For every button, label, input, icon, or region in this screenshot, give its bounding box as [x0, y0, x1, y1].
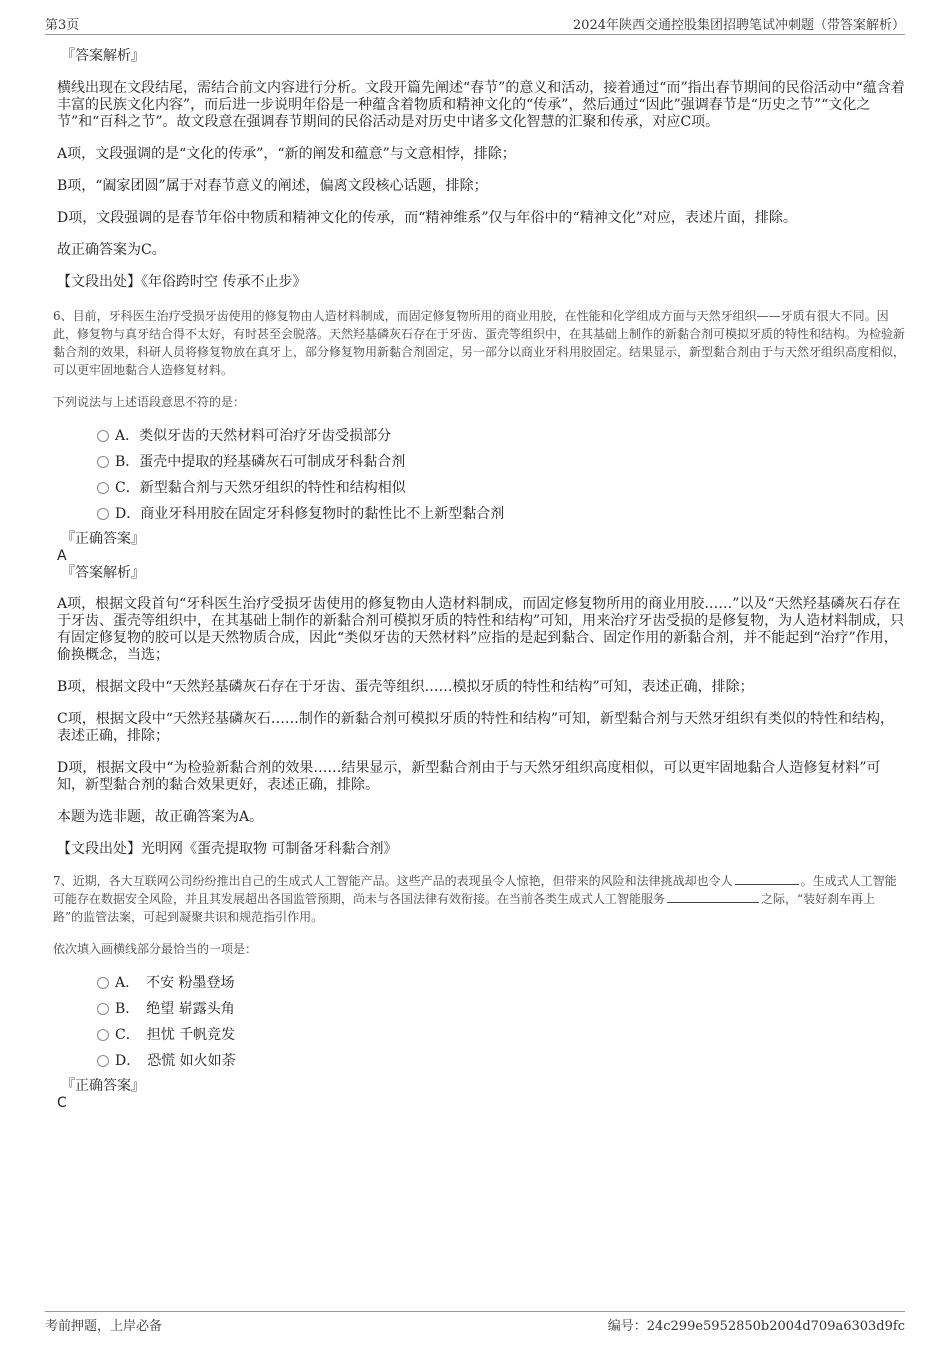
q7-option-a[interactable]: A． 不安 粉墨登场	[97, 974, 905, 992]
q5-analysis-label: 『答案解析』	[61, 48, 145, 64]
blank-line-2	[667, 902, 759, 903]
q6-option-c[interactable]: C．新型黏合剂与天然牙组织的特性和结构相似	[97, 479, 905, 497]
q6-option-a[interactable]: A．类似牙齿的天然材料可治疗牙齿受损部分	[97, 427, 905, 445]
page-number: 第3页	[45, 18, 80, 33]
q6-answer-label: 『正确答案』	[61, 531, 145, 547]
q6-options	[97, 427, 905, 523]
q6-conclusion: 本题为选非题，故正确答案为A。	[57, 809, 264, 825]
q7-option-b[interactable]: B． 绝望 崭露头角	[97, 1000, 905, 1018]
footer-slogan: 考前押题，上岸必备	[45, 1319, 163, 1334]
q5-analysis-para: 横线出现在文段结尾，需结合前文内容进行分析。文段开篇先阐述“春节”的意义和活动，接着通过“而”指出春节期间的民俗活动中“蕴含着丰富的民族文化内容”，而后进一步说明年俗是一种蕴含着物质和精神文化的“传承”，然后通过“因此”强调春节是“历史之节”“文化之节”和“百科之节”。故文段意在强调春节期间的民俗活动是对历史中诸多文化智慧的汇聚和传承，对应C项。	[57, 80, 905, 130]
q7-option-c[interactable]: C． 担忧 千帆竞发	[97, 1026, 905, 1044]
q7-prompt: 依次填入画横线部分最恰当的一项是：	[53, 942, 258, 956]
q7-options	[97, 974, 905, 1070]
q6-option-b[interactable]: B．蛋壳中提取的羟基磷灰石可制成牙科黏合剂	[97, 453, 905, 471]
q6-option-b-analysis: B项，根据文段中“天然羟基磷灰石存在于牙齿、蛋壳等组织……模拟牙质的特性和结构”可知，表述正确，排除；	[57, 679, 754, 695]
q6-source: 【文段出处】光明网《蛋壳提取物 可制备牙科黏合剂》	[57, 841, 398, 857]
q6-option-c-analysis: C项，根据文段中“天然羟基磷灰石……制作的新黏合剂可模拟牙质的特性和结构”可知，新型黏合剂与天然牙组织有类似的特性和结构，表述正确，排除；	[57, 711, 895, 744]
radio-icon[interactable]	[97, 456, 109, 468]
blank-line-1	[735, 884, 799, 885]
main-content	[53, 48, 906, 1112]
q5-option-a-analysis: A项，文段强调的是“文化的传承”，“新的阐发和蕴意”与文意相悖，排除；	[57, 146, 516, 162]
q6-option-d-analysis: D项，根据文段中“为检验新黏合剂的效果……结果显示，新型黏合剂由于与天然牙组织高度相似，可以更牢固地黏合人造修复材料”可知，新型黏合剂的黏合效果更好，表述正确，排除。	[57, 760, 881, 793]
q5-option-b-analysis: B项，“阖家团圆”属于对春节意义的阐述，偏离文段核心话题，排除；	[57, 178, 488, 194]
document-id: 编号：24c299e5952850b2004d709a6303d9fc	[607, 1319, 905, 1334]
q5-source: 【文段出处】《年俗跨时空 传承不止步》	[57, 274, 307, 290]
q6-prompt: 下列说法与上述语段意思不符的是：	[53, 395, 246, 409]
radio-icon[interactable]	[97, 1055, 109, 1067]
q6-answer: A	[57, 548, 67, 564]
q7-answer: C	[57, 1095, 67, 1111]
radio-icon[interactable]	[97, 977, 109, 989]
radio-icon[interactable]	[97, 508, 109, 520]
q5-option-d-analysis: D项，文段强调的是春节年俗中物质和精神文化的传承，而“精神维系”仅与年俗中的“精神文化”对应，表述片面，排除。	[57, 210, 797, 226]
page-header	[45, 14, 905, 35]
radio-icon[interactable]	[97, 1003, 109, 1015]
q7-stem: 7、近期，各大互联网公司纷纷推出自己的生成式人工智能产品。这些产品的表现虽令人惊艳，但带来的风险和法律挑战却也令人 。生成式人工智能可能存在数据安全风险，并且其发展超出各国监管预期，尚未与各国法律有效衔接。在当前各类生成式人工智能服务 之际，“装好刹车再上路”的监管法案，可起到凝聚共识和规范指引作用。	[53, 874, 897, 924]
radio-icon[interactable]	[97, 482, 109, 494]
q6-analysis-label: 『答案解析』	[61, 565, 145, 581]
document-title: 2024年陕西交通控股集团招聘笔试冲刺题（带答案解析）	[572, 18, 905, 33]
q6-stem: 6、目前，牙科医生治疗受损牙齿使用的修复物由人造材料制成，而固定修复物所用的商业用胶，在性能和化学组成方面与天然牙组织——牙质有很大不同。因此，修复物与真牙结合得不太好，有时甚至会脱落。天然羟基磷灰石存在于牙齿、蛋壳等组织中，在其基础上制作的新黏合剂可模拟牙质的特性和结构。为检验新黏合剂的效果，科研人员将修复物放在真牙上，部分修复物用新黏合剂固定，另一部分以商业牙科用胶固定。结果显示，新型黏合剂由于与天然牙组织高度相似，可以更牢固地黏合人造修复材料。	[53, 309, 906, 377]
radio-icon[interactable]	[97, 1029, 109, 1041]
q5-conclusion: 故正确答案为C。	[57, 242, 166, 258]
radio-icon[interactable]	[97, 430, 109, 442]
page-footer	[45, 1311, 905, 1335]
q7-answer-label: 『正确答案』	[61, 1078, 145, 1094]
q6-option-d[interactable]: D．商业牙科用胶在固定牙科修复物时的黏性比不上新型黏合剂	[97, 505, 905, 523]
q7-option-d[interactable]: D． 恐慌 如火如荼	[97, 1052, 905, 1070]
q6-option-a-analysis: A项，根据文段首句“牙科医生治疗受损牙齿使用的修复物由人造材料制成，而固定修复物所用的商业用胶……”以及“天然羟基磷灰石存在于牙齿、蛋壳等组织中，在其基础上制作的新黏合剂可模拟牙质的特性和结构”可知，用来治疗牙齿受损的是修复物，为人造材料制成，只有固定修复物的胶可以是天然物质合成，因此“类似牙齿的天然材料”应指的是起到黏合、固定作用的新黏合剂，并不能起到“治疗”作用，偷换概念，当选；	[57, 596, 905, 663]
